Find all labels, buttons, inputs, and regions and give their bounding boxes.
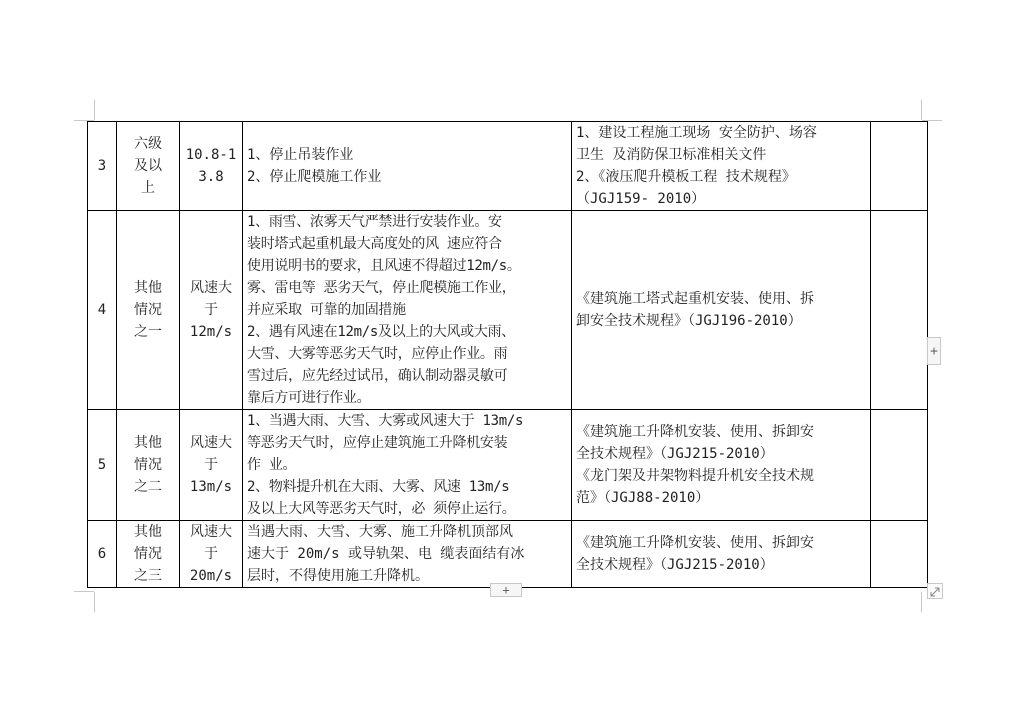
crop-mark-bottom-left-h [74, 591, 94, 592]
crop-mark-top-left-v [94, 100, 95, 120]
basis-cell[interactable]: 1、建设工程施工现场 安全防护、场容 卫生 及消防保卫标准相关文件 2、《液压爬升模板工程 技术规程》 （JGJ159- 2010） [572, 122, 871, 211]
wind-speed-cell[interactable]: 10.8-1 3.8 [180, 122, 243, 211]
crop-mark-bottom-right-v [921, 592, 922, 612]
wind-level-cell[interactable]: 六级 及以 上 [117, 122, 180, 211]
resize-diagonal-icon [928, 585, 942, 599]
row-number-cell[interactable]: 3 [88, 122, 117, 211]
table-row[interactable] [88, 211, 928, 410]
empty-cell[interactable] [871, 122, 928, 211]
empty-cell[interactable] [871, 410, 928, 521]
measures-cell[interactable]: 1、当遇大雨、大雪、大雾或风速大于 13m/s 等恶劣天气时，应停止建筑施工升降机安装 作 业。 2、物料提升机在大雨、大雾、风速 13m/s 及以上大风等恶劣天气时，必 须停止运行。 [243, 410, 572, 521]
measures-cell[interactable]: 当遇大雨、大雪、大雾、施工升降机顶部风 速大于 20m/s 或导轨架、电 缆表面结有冰 层时，不得使用施工升降机。 [243, 521, 572, 588]
row-number-cell[interactable]: 4 [88, 211, 117, 410]
add-column-button[interactable]: + [927, 337, 941, 365]
row-number-cell[interactable]: 6 [88, 521, 117, 588]
row-number-cell[interactable]: 5 [88, 410, 117, 521]
measures-cell[interactable]: 1、雨雪、浓雾天气严禁进行安装作业。安 装时塔式起重机最大高度处的风 速应符合 使用说明书的要求，且风速不得超过12m/s。 雾、雷电等 恶劣天气，停止爬模施工作业， 并应采取 可靠的加固措施 2、遇有风速在12m/s及以上的大风或大雨、 大雪、大雾等恶劣天气时，应停止作业。雨 雪过后，应先经过试吊，确认制动器灵敏可 靠后方可进行作业。 [243, 211, 572, 410]
crop-mark-top-right-v [921, 100, 922, 120]
basis-cell[interactable]: 《建筑施工升降机安装、使用、拆卸安 全技术规程》（JGJ215-2010） 《龙门架及井架物料提升机安全技术规 范》（JGJ88-2010） [572, 410, 871, 521]
wind-level-cell[interactable]: 其他 情况 之二 [117, 410, 180, 521]
wind-speed-cell[interactable]: 风速大 于 13m/s [180, 410, 243, 521]
table-row[interactable] [88, 410, 928, 521]
wind-speed-cell[interactable]: 风速大 于 20m/s [180, 521, 243, 588]
add-row-button[interactable]: + [490, 583, 522, 597]
empty-cell[interactable] [871, 521, 928, 588]
wind-speed-cell[interactable]: 风速大 于 12m/s [180, 211, 243, 410]
wind-measures-table[interactable] [87, 121, 928, 588]
wind-level-cell[interactable]: 其他 情况 之三 [117, 521, 180, 588]
basis-cell[interactable]: 《建筑施工塔式起重机安装、使用、拆 卸安全技术规程》（JGJ196-2010） [572, 211, 871, 410]
table-row[interactable] [88, 521, 928, 588]
empty-cell[interactable] [871, 211, 928, 410]
table-row[interactable] [88, 122, 928, 211]
basis-cell[interactable]: 《建筑施工升降机安装、使用、拆卸安 全技术规程》（JGJ215-2010） [572, 521, 871, 588]
crop-mark-bottom-left-v [94, 592, 95, 612]
table-resize-handle[interactable] [927, 583, 943, 599]
measures-cell[interactable]: 1、停止吊装作业 2、停止爬模施工作业 [243, 122, 572, 211]
wind-level-cell[interactable]: 其他 情况 之一 [117, 211, 180, 410]
